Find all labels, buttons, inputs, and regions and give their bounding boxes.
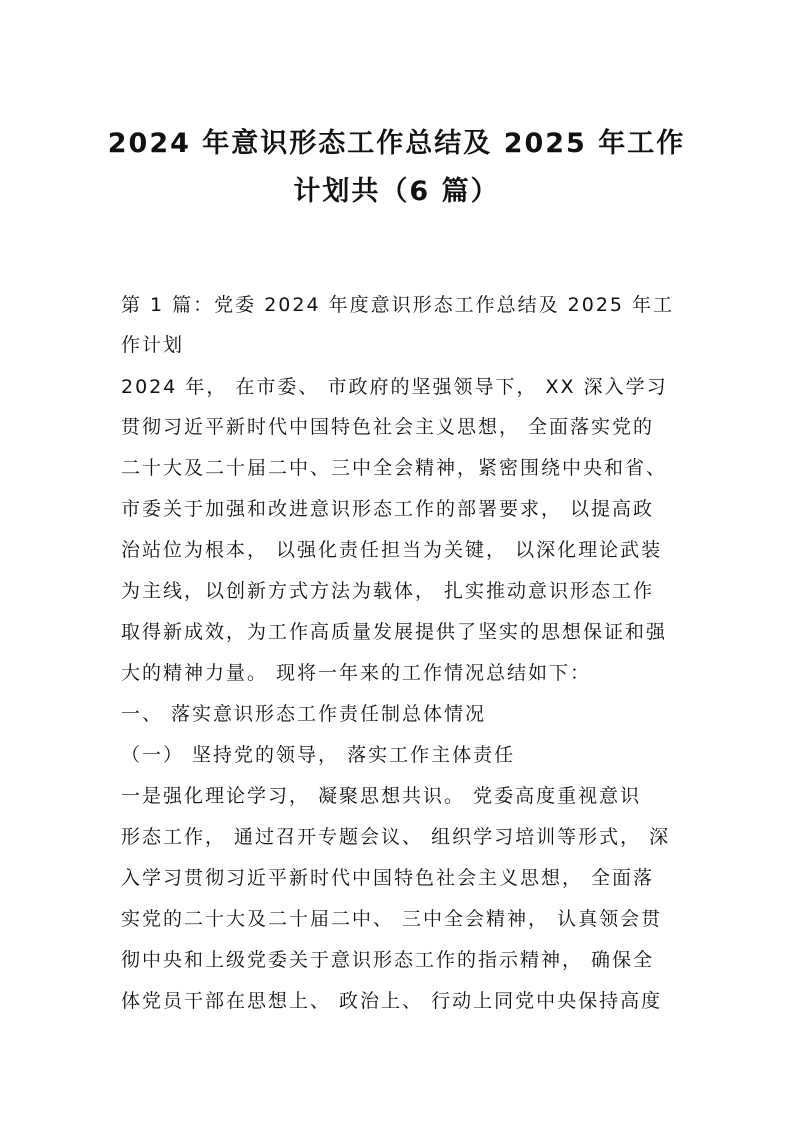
body-text-line: 形态工作， 通过召开专题会议、 组织学习培训等形式， 深 [121,826,671,848]
document-title-line-2: 计划共（6 篇） [293,176,500,207]
body-text-line: 为主线，以创新方式方法为载体， 扎实推动意识形态工作 [121,580,655,602]
body-text-line: 市委关于加强和改进意识形态工作的部署要求， 以提高政 [121,498,655,520]
body-text-line: 贯彻习近平新时代中国特色社会主义思想， 全面落实党的 [121,416,655,438]
body-text-line: 第 1 篇：党委 2024 年度意识形态工作总结及 2025 年工 [121,294,675,316]
document-title-line-1: 2024 年意识形态工作总结及 2025 年工作 [107,128,686,159]
body-text-line: 实党的二十大及二十届二中、 三中全会精神， 认真领会贯 [121,908,663,930]
body-text-line: 大的精神力量。 现将一年来的工作情况总结如下： [121,662,592,684]
section-heading: 一、 落实意识形态工作责任制总体情况 [121,703,487,725]
body-text-line: 彻中央和上级党委关于意识形态工作的指示精神， 确保全 [121,949,655,971]
body-text-line: 二十大及二十届二中、三中全会精神，紧密围绕中央和省、 [121,457,668,479]
body-text-line: 取得新成效，为工作高质量发展提供了坚实的思想保证和强 [121,621,668,643]
body-text-line: 作计划 [121,334,185,356]
body-text-line: 2024 年， 在市委、 市政府的坚强领导下， XX 深入学习 [121,376,668,398]
subsection-heading: （一） 坚持党的领导， 落实工作主体责任 [121,744,516,766]
body-text-line: 一是强化理论学习， 凝聚思想共识。 党委高度重视意识 [121,785,642,807]
body-text-line: 入学习贯彻习近平新时代中国特色社会主义思想， 全面落 [121,867,655,889]
body-text-line: 体党员干部在思想上、 政治上、 行动上同党中央保持高度 [121,990,663,1012]
body-text-line: 治站位为根本， 以强化责任担当为关键， 以深化理论武装 [121,539,663,561]
